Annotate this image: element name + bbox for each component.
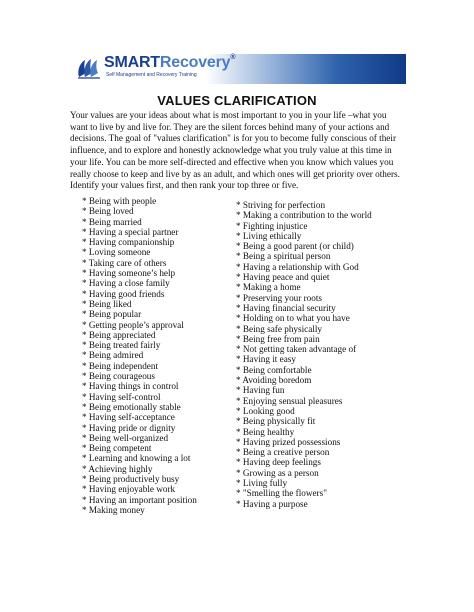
- value-item: * Being treated fairly: [82, 340, 161, 351]
- value-item: * Being physically fit: [236, 416, 316, 427]
- value-item: * Getting people’s approval: [82, 319, 184, 330]
- value-item: * Having things in control: [82, 381, 179, 392]
- brand-tagline: Self Management and Recovery Training: [106, 72, 197, 78]
- value-item: * Having someone’s help: [82, 268, 176, 279]
- value-item: * Having a relationship with God: [236, 261, 359, 272]
- value-item: * Being free from pain: [236, 333, 320, 344]
- value-item: * Being emotionally stable: [82, 401, 181, 412]
- value-item: * Having deep feelings: [236, 457, 321, 468]
- value-item: * Being liked: [82, 298, 132, 309]
- value-item: * Being comfortable: [236, 364, 312, 375]
- value-item: * Being a good parent (or child): [236, 241, 354, 252]
- values-list-right: [236, 200, 372, 509]
- value-item: * Striving for perfection: [236, 200, 326, 210]
- value-item: * Having pride or dignity: [82, 422, 176, 433]
- value-item: * Having an important position: [82, 494, 197, 505]
- value-item: * Being popular: [82, 309, 142, 320]
- intro-paragraph: Your values are your ideas about what is most important to you in your life –what you want to live by and live for. They are the silent forces behind many of your actions and decisions. The goal of "values clarification" is for you to become fully conscious of their influence, and to explore and honestly acknowledge what you truly value at this time in your life. You can be more self-directed and effective when you know which values you really choose to keep and live by as an adult, and which ones will get priority over others. Identify your values first, and then rank your top three or five.: [70, 110, 400, 191]
- value-item: * Taking care of others: [82, 257, 167, 268]
- value-item: * Having prized possessions: [236, 436, 341, 447]
- hands-logo-icon: [76, 57, 102, 79]
- value-item: * Living ethically: [236, 230, 302, 241]
- value-item: * Preserving your roots: [236, 292, 322, 303]
- brand-name: [104, 54, 235, 72]
- value-item: * Living fully: [236, 478, 288, 489]
- value-item: * Having it easy: [236, 354, 296, 365]
- value-item: * Having a special partner: [82, 226, 179, 237]
- value-item: * Fighting injustice: [236, 220, 308, 231]
- value-item: * Having financial security: [236, 302, 336, 313]
- value-item: * Being admired: [82, 350, 144, 361]
- value-item: * Making a contribution to the world: [236, 210, 372, 221]
- value-item: * Having companionship: [82, 237, 175, 248]
- value-item: * Being a creative person: [236, 447, 330, 458]
- brand-smart: SMART: [104, 54, 160, 71]
- value-item: * Being productively busy: [82, 474, 180, 485]
- value-item: * Loving someone: [82, 247, 151, 258]
- value-item: * Holding on to what you have: [236, 313, 350, 324]
- value-item: * "Smelling the flowers": [236, 488, 327, 499]
- value-item: * Being independent: [82, 360, 159, 371]
- value-item: * Achieving highly: [82, 463, 153, 474]
- value-item: * Being well-organized: [82, 432, 169, 443]
- value-item: * Having fun: [236, 385, 285, 396]
- page-title: VALUES CLARIFICATION: [157, 93, 317, 108]
- value-item: * Having self-acceptance: [82, 412, 175, 423]
- value-item: * Growing as a person: [236, 467, 319, 478]
- value-item: * Having a close family: [82, 278, 170, 289]
- value-item: * Having a purpose: [236, 498, 308, 509]
- value-item: * Enjoying sensual pleasures: [236, 395, 343, 406]
- value-item: * Making money: [82, 504, 145, 515]
- value-item: * Being healthy: [236, 426, 295, 437]
- value-item: * Not getting taken advantage of: [236, 344, 357, 355]
- value-item: * Being with people: [82, 196, 157, 206]
- brand-recovery: Recovery: [159, 54, 231, 71]
- value-item: * Looking good: [236, 405, 295, 416]
- value-item: * Having peace and quiet: [236, 272, 330, 283]
- value-item: * Being married: [82, 216, 142, 227]
- value-item: * Making a home: [236, 282, 301, 293]
- value-item: * Being loved: [82, 206, 134, 217]
- registered-mark: ®: [230, 54, 236, 61]
- value-item: * Being a spiritual person: [236, 251, 331, 262]
- value-item: * Being competent: [82, 443, 152, 454]
- value-item: * Being safe physically: [236, 323, 322, 334]
- value-item: * Being appreciated: [82, 329, 156, 340]
- value-item: * Being courageous: [82, 371, 155, 382]
- value-item: * Learning and knowing a lot: [82, 453, 191, 464]
- value-item: * Avoiding boredom: [236, 375, 312, 386]
- value-item: * Having good friends: [82, 288, 165, 299]
- value-item: * Having enjoyable work: [82, 484, 176, 495]
- values-list-left: [82, 196, 197, 515]
- value-item: * Having self-control: [82, 391, 161, 402]
